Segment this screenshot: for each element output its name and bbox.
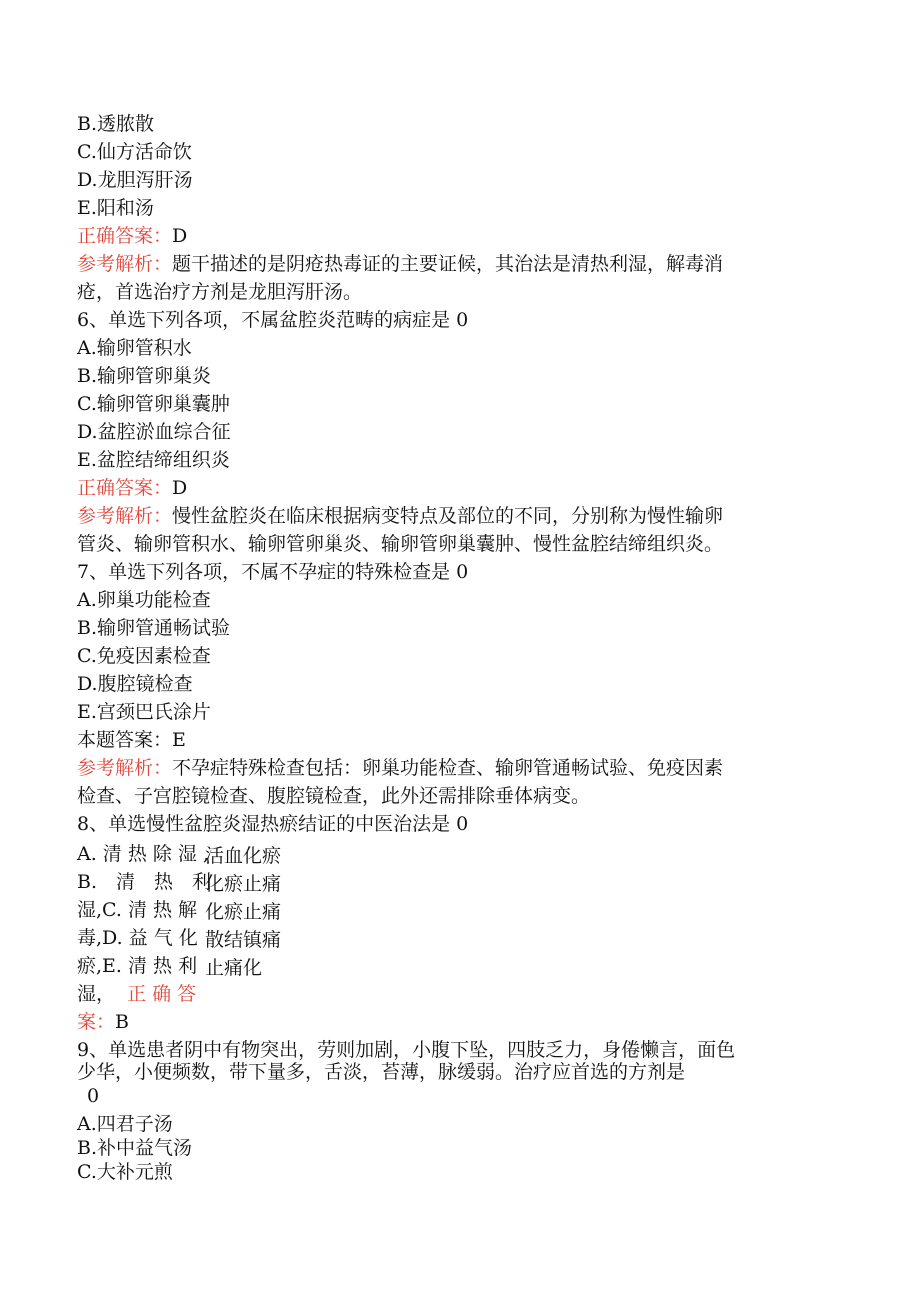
q7-option-b: B.输卵管通畅试验	[77, 617, 231, 639]
q5-option-c: C.仙方活命饮	[77, 141, 192, 163]
q6-answer-value: D	[172, 477, 188, 499]
q6-option-b: B.输卵管卵巢炎	[77, 365, 212, 387]
q6-answer	[77, 476, 187, 500]
q8-left-line-6	[77, 982, 196, 1006]
q7-explanation	[77, 756, 723, 780]
q7-option-a: A.卵巢功能检查	[77, 589, 211, 611]
q9-stem-3: 0	[87, 1085, 100, 1107]
q8-right-line-2: 化瘀止痛	[205, 873, 282, 895]
q8-stem: 8、单选慢性盆腔炎湿热瘀结证的中医治法是 0	[77, 813, 469, 835]
q6-option-d: D.盆腔淤血综合征	[77, 421, 231, 443]
q6-answer-label: 正确答案：	[77, 477, 173, 499]
q8-right-line-4: 散结镇痛	[205, 929, 282, 951]
q7-option-e: E.宫颈巴氏涂片	[77, 701, 211, 723]
q7-stem: 7、单选下列各项，不属不孕症的特殊检查是 0	[77, 561, 469, 583]
q7-explanation-text-2: 检查、子宫腔镜检查、腹腔镜检查，此外还需排除垂体病变。	[77, 785, 591, 807]
q7-option-d: D.腹腔镜检查	[77, 673, 193, 695]
q8-left-line-4: 毒,D. 益 气 化	[77, 927, 198, 949]
q8-left-line-6-text: 湿，	[77, 983, 116, 1005]
q8-answer-value: B	[115, 1011, 129, 1033]
q8-answer-label-2: 案：	[77, 1011, 116, 1033]
q5-option-e: E.阳和汤	[77, 197, 154, 219]
q8-right-line-3: 化瘀止痛	[205, 901, 282, 923]
q5-explanation	[77, 252, 723, 276]
q6-explanation-text-2: 管炎、输卵管积水、输卵管卵巢炎、输卵管卵巢囊肿、慢性盆腔结缔组织炎。	[77, 533, 724, 555]
q8-right-line-5: 止痛化	[205, 957, 263, 979]
q5-answer-value: D	[172, 225, 188, 247]
q8-left-line-3: 湿,C. 清 热 解	[77, 899, 198, 921]
q8-answer	[77, 1010, 129, 1034]
q8-left-line-5: 瘀,E. 清 热 利	[77, 955, 198, 977]
q7-explanation-text-1: 不孕症特殊检查包括：卵巢功能检查、输卵管通畅试验、免疫因素	[172, 757, 724, 779]
q6-explanation-label: 参考解析：	[77, 505, 173, 527]
q8-left-line-1: A. 清 热 除 湿 ,	[77, 843, 209, 865]
q7-answer: 本题答案：E	[77, 729, 186, 751]
q7-option-c: C.免疫因素检查	[77, 645, 211, 667]
q6-option-a: A.输卵管积水	[77, 337, 192, 359]
q6-option-e: E.盆腔结缔组织炎	[77, 449, 230, 471]
q6-stem: 6、单选下列各项，不属盆腔炎范畴的病症是 0	[77, 309, 469, 331]
q5-explanation-label: 参考解析：	[77, 253, 173, 275]
q8-left-line-2: B. 清 热 利	[77, 871, 212, 893]
q9-option-a: A.四君子汤	[77, 1113, 173, 1135]
q6-explanation-text-1: 慢性盆腔炎在临床根据病变特点及部位的不同，分别称为慢性输卵	[172, 505, 724, 527]
q5-answer-label: 正确答案：	[77, 225, 173, 247]
q8-right-line-1: 活血化瘀	[205, 845, 282, 867]
q6-explanation	[77, 504, 723, 528]
q9-stem-1: 9、单选患者阴中有物突出，劳则加剧，小腹下坠，四肢乏力，身倦懒言，面色	[77, 1039, 736, 1061]
q5-explanation-text-2: 疮，首选治疗方剂是龙胆泻肝汤。	[77, 281, 363, 303]
q9-stem-2: 少华，小便频数，带下量多，舌淡，苔薄，脉缓弱。治疗应首选的方剂是	[77, 1061, 686, 1083]
q5-option-d: D.龙胆泻肝汤	[77, 169, 193, 191]
q7-explanation-label: 参考解析：	[77, 757, 173, 779]
q8-answer-label-1: 正 确 答	[127, 983, 197, 1005]
q5-explanation-text-1: 题干描述的是阴疮热毒证的主要证候，其治法是清热利湿，解毒消	[172, 253, 724, 275]
q9-option-b: B.补中益气汤	[77, 1137, 193, 1159]
q5-option-b: B.透脓散	[77, 113, 155, 135]
q9-option-c: C.大补元煎	[77, 1161, 173, 1183]
q5-answer	[77, 224, 187, 248]
q6-option-c: C.输卵管卵巢囊肿	[77, 393, 230, 415]
